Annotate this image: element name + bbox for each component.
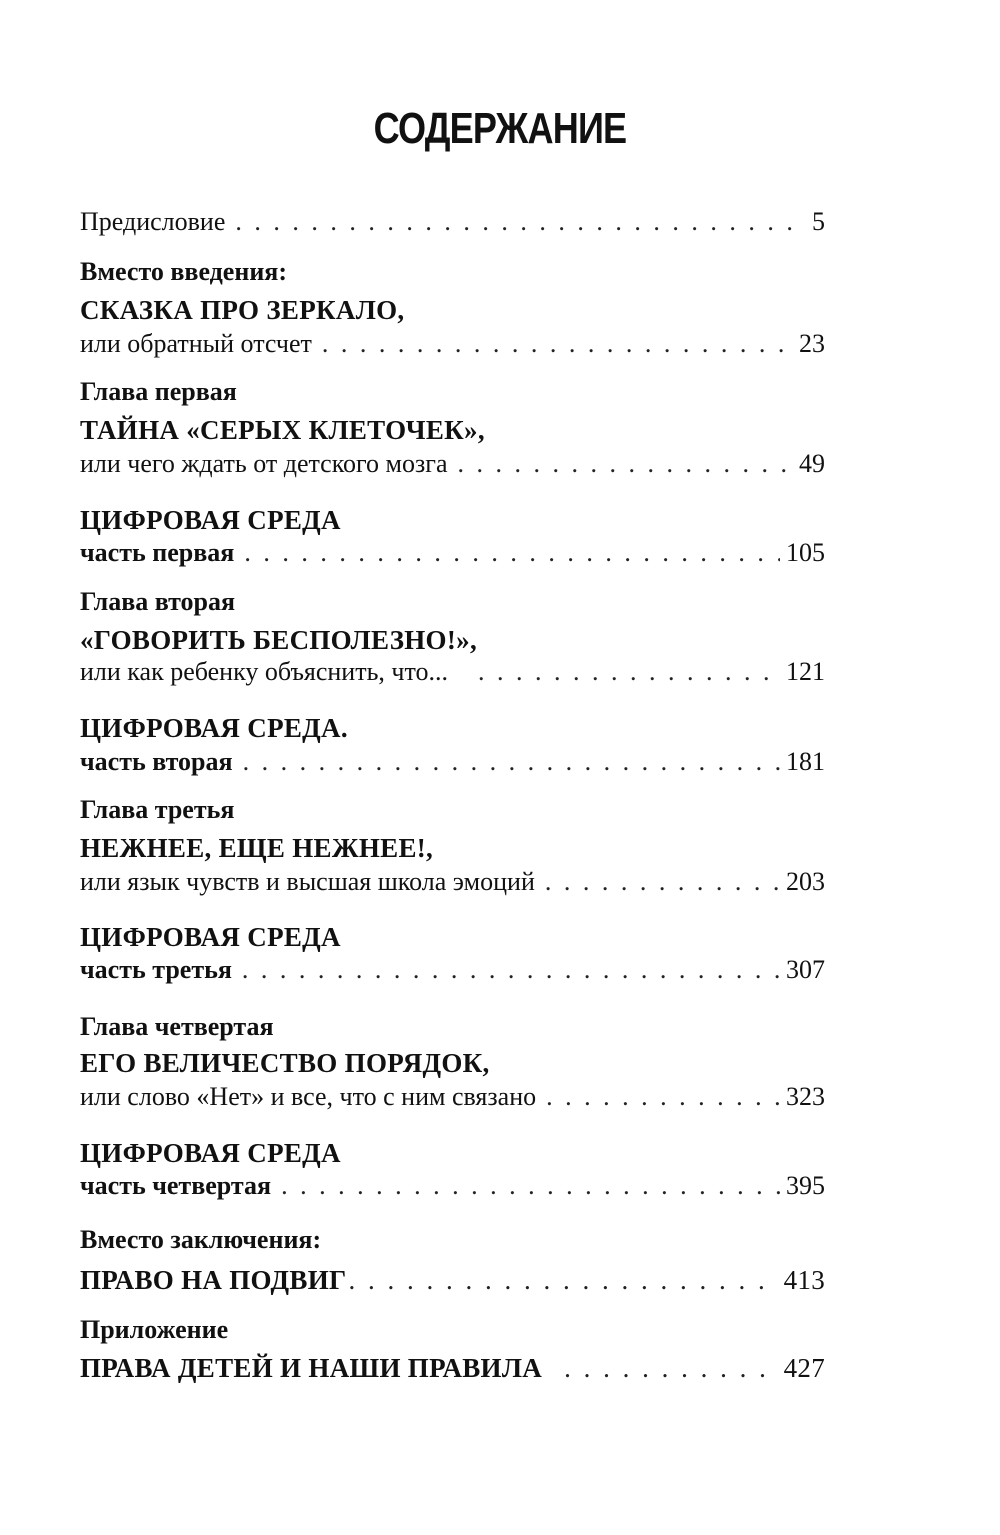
toc-entry-text: Предисловие <box>80 207 226 236</box>
toc-entry-text: часть вторая <box>80 747 233 776</box>
toc-section-label <box>80 254 825 290</box>
toc-entry-appendix[interactable] <box>80 1350 825 1386</box>
toc-entry-chapter-3[interactable] <box>80 864 825 900</box>
toc-entry-text: или как ребенку объяснить, что... <box>80 657 449 686</box>
leader-dots <box>244 535 780 571</box>
toc-entry-text: или язык чувств и высшая школа эмоций <box>80 867 535 896</box>
toc-entry-text: ЦИФРОВАЯ СРЕДА. <box>80 713 348 743</box>
toc-entry-preface[interactable] <box>80 204 825 240</box>
toc-entry-text: ЦИФРОВАЯ СРЕДА <box>80 922 341 952</box>
toc-entry-text: ЦИФРОВАЯ СРЕДА <box>80 1138 341 1168</box>
toc-entry-text: ЦИФРОВАЯ СРЕДА <box>80 505 341 535</box>
toc-entry-text: Вместо заключения: <box>80 1225 322 1254</box>
page-title: СОДЕРЖАНИЕ <box>373 104 627 153</box>
toc-chapter-title <box>80 292 825 328</box>
toc-entry-text: СКАЗКА ПРО ЗЕРКАЛО, <box>80 295 405 325</box>
toc-entry-text: НЕЖНЕЕ, ЕЩЕ НЕЖНЕЕ!, <box>80 833 434 863</box>
leader-dots <box>281 1168 780 1204</box>
toc-entry-text: часть третья <box>80 955 232 984</box>
toc-entry-digital-1[interactable] <box>80 535 825 571</box>
toc-page-number: 395 <box>786 1171 825 1200</box>
toc-page-number: 203 <box>786 867 825 896</box>
toc-page-number: 105 <box>786 538 825 567</box>
toc-entry-text: или обратный отсчет <box>80 329 312 358</box>
leader-dots <box>242 952 780 988</box>
leader-dots <box>545 864 780 900</box>
toc-entry-text: Вместо введения: <box>80 257 288 286</box>
toc-chapter-title <box>80 1135 825 1171</box>
toc-entry-text: ПРАВА ДЕТЕЙ И НАШИ ПРАВИЛА <box>80 1353 543 1383</box>
toc-entry-chapter-1[interactable] <box>80 446 825 482</box>
toc-page-number: 49 <box>799 449 825 478</box>
toc-entry-conclusion[interactable] <box>80 1262 825 1298</box>
toc-section-label <box>80 374 825 410</box>
toc-page-number: 427 <box>783 1353 825 1383</box>
toc-section-label <box>80 1222 825 1258</box>
leader-dots <box>564 1350 778 1386</box>
toc-entry-text: Глава четвертая <box>80 1012 274 1041</box>
toc-entry-text: Глава вторая <box>80 587 236 616</box>
leader-dots <box>243 744 780 780</box>
toc-entry-chapter-2[interactable] <box>80 654 825 690</box>
toc-chapter-title <box>80 710 825 746</box>
toc-entry-text: часть четвертая <box>80 1171 272 1200</box>
toc-chapter-title <box>80 412 825 448</box>
toc-entry-text: «ГОВОРИТЬ БЕСПОЛЕЗНО!», <box>80 625 477 655</box>
leader-dots <box>235 204 806 240</box>
toc-entry-chapter-4[interactable] <box>80 1079 825 1115</box>
toc-section-label <box>80 792 825 828</box>
toc-entry-text: Приложение <box>80 1315 229 1344</box>
leader-dots <box>546 1079 780 1115</box>
leader-dots <box>322 326 793 362</box>
toc-page-number: 413 <box>783 1265 825 1295</box>
toc-entry-digital-4[interactable] <box>80 1168 825 1204</box>
toc-entry-text: ПРАВО НА ПОДВИГ <box>80 1265 347 1295</box>
toc-page-number: 181 <box>786 747 825 776</box>
toc-entry-text: или чего ждать от детского мозга <box>80 449 448 478</box>
toc-chapter-title <box>80 830 825 866</box>
toc-entry-digital-3[interactable] <box>80 952 825 988</box>
toc-section-label <box>80 1312 825 1348</box>
leader-dots <box>457 446 793 482</box>
toc-chapter-title <box>80 919 825 955</box>
toc-page-number: 307 <box>786 955 825 984</box>
leader-dots <box>478 654 780 690</box>
leader-dots <box>348 1262 777 1298</box>
toc-chapter-title <box>80 502 825 538</box>
toc-section-label <box>80 1009 825 1045</box>
toc-entry-text: ЕГО ВЕЛИЧЕСТВО ПОРЯДОК, <box>80 1048 490 1078</box>
toc-entry-intro[interactable] <box>80 326 825 362</box>
toc-entry-text: ТАЙНА «СЕРЫХ КЛЕТОЧЕК», <box>80 415 485 445</box>
toc-entry-text: Глава третья <box>80 795 235 824</box>
toc-chapter-title <box>80 1045 825 1081</box>
toc-page-number: 23 <box>799 329 825 358</box>
toc-section-label <box>80 584 825 620</box>
toc-page-number: 5 <box>812 207 825 236</box>
toc-entry-text: или слово «Нет» и все, что с ним связано <box>80 1082 537 1111</box>
toc-entry-digital-2[interactable] <box>80 744 825 780</box>
toc-entry-text: Глава первая <box>80 377 237 406</box>
toc-page-number: 323 <box>786 1082 825 1111</box>
toc-page-number: 121 <box>786 657 825 686</box>
toc-entry-text: часть первая <box>80 538 235 567</box>
toc-chapter-title <box>80 622 825 658</box>
